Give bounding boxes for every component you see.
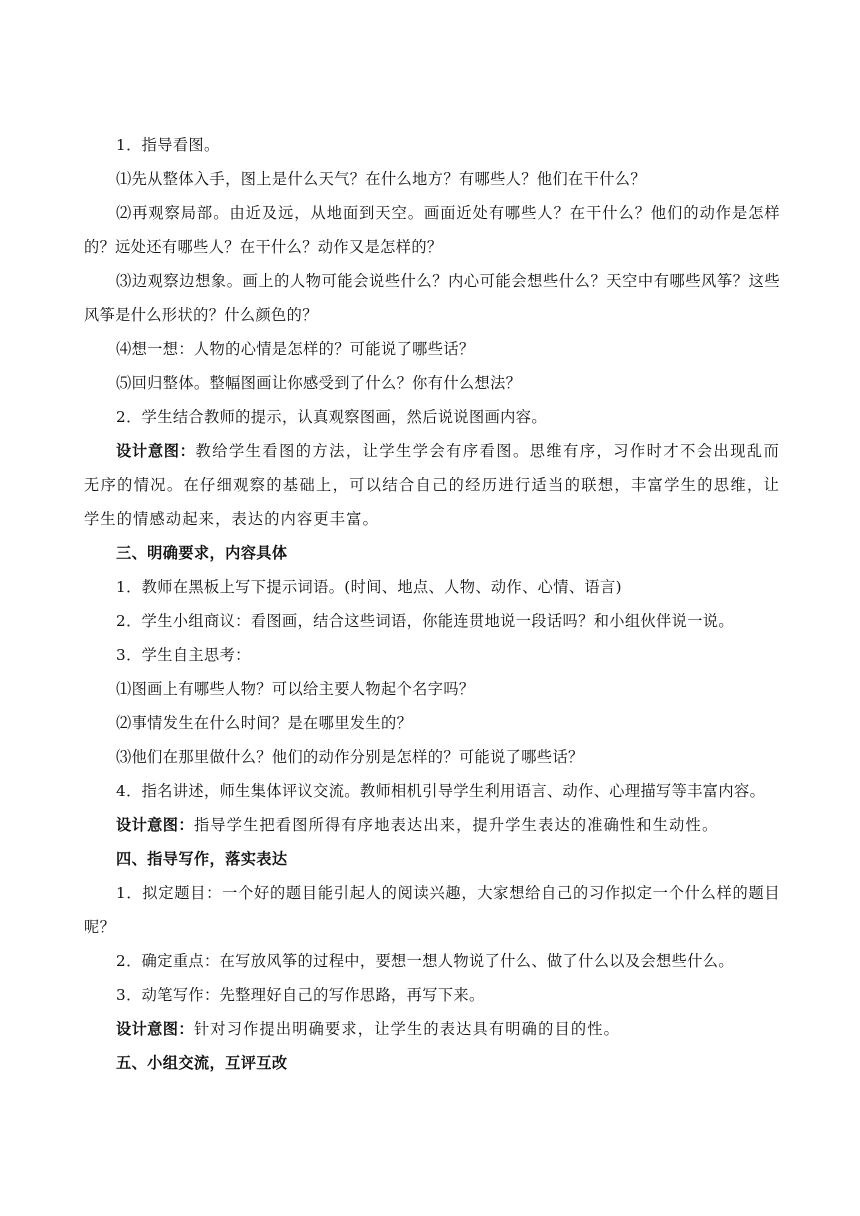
- section-3-sub-1: ⑴图画上有哪些人物？可以给主要人物起个名字吗？: [116, 680, 475, 698]
- design-intent-text: 针对习作提出明确要求，让学生的表达具有明确的目的性。: [193, 1020, 621, 1038]
- design-intent-label: 设计意图：: [116, 442, 196, 460]
- sub-step-3: ⑶边观察边想象。画上的人物可能会说些什么？内心可能会想些什么？天空中有哪些风筝？这些风筝是什么形状的？什么颜色的？: [84, 272, 780, 324]
- section-3-heading: 三、明确要求，内容具体: [116, 544, 288, 562]
- section-4-design-intent: [84, 1012, 780, 1046]
- section-3-step-1: 1．教师在黑板上写下提示词语。(时间、地点、人物、动作、心情、语言): [116, 578, 622, 596]
- section-4-step-2: 2．确定重点：在写放风筝的过程中，要想一想人物说了什么、做了什么以及会想些什么。: [116, 952, 734, 970]
- sub-step-5: ⑸回归整体。整幅图画让你感受到了什么？你有什么想法？: [116, 374, 522, 392]
- design-intent-label: 设计意图：: [116, 1020, 194, 1038]
- section-3-design-intent: [84, 808, 780, 842]
- section-3-sub-3: ⑶他们在那里做什么？他们的动作分别是怎样的？可能说了哪些话？: [116, 748, 584, 766]
- step-1-guide-viewing: 1．指导看图。: [116, 136, 220, 154]
- sub-step-1: ⑴先从整体入手，图上是什么天气？在什么地方？有哪些人？他们在干什么？: [116, 170, 646, 188]
- design-intent-text: 教给学生看图的方法，让学生学会有序看图。思维有序，习作时才不会出现乱而无序的情况。在仔细观察的基础上，可以结合自己的经历进行适当的联想，丰富学生的思维，让学生的情感动起来，表达的内容更丰富。: [84, 442, 781, 528]
- sub-step-2: ⑵再观察局部。由近及远，从地面到天空。画面近处有哪些人？在干什么？他们的动作是怎样的？远处还有哪些人？在干什么？动作又是怎样的？: [84, 204, 780, 256]
- step-2-describe: 2．学生结合教师的提示，认真观察图画，然后说说图画内容。: [116, 408, 547, 426]
- section-3-step-3: 3．学生自主思考：: [116, 646, 251, 664]
- section-3-step-4: 4．指名讲述，师生集体评议交流。教师相机引导学生利用语言、动作、心理描写等丰富内容。: [116, 782, 766, 800]
- section-3-sub-2: ⑵事情发生在什么时间？是在哪里发生的？: [116, 714, 413, 732]
- section-4-step-1: 1．拟定题目：一个好的题目能引起人的阅读兴趣，大家想给自己的习作拟定一个什么样的题目呢？: [84, 884, 780, 936]
- section-5-heading: 五、小组交流，互评互改: [116, 1054, 288, 1072]
- section-4-heading: 四、指导写作，落实表达: [116, 850, 288, 868]
- section-3-step-2: 2．学生小组商议：看图画，结合这些词语，你能连贯地说一段话吗？和小组伙伴说一说。: [116, 612, 734, 630]
- design-intent-paragraph: [84, 434, 780, 536]
- section-4-step-3: 3．动笔写作：先整理好自己的写作思路，再写下来。: [116, 986, 485, 1004]
- design-intent-text: 指导学生把看图所得有序地表达出来，提升学生表达的准确性和生动性。: [193, 816, 719, 834]
- design-intent-label: 设计意图：: [116, 816, 194, 834]
- document-body: [84, 128, 780, 1080]
- sub-step-4: ⑷想一想：人物的心情是怎样的？可能说了哪些话？: [116, 340, 475, 358]
